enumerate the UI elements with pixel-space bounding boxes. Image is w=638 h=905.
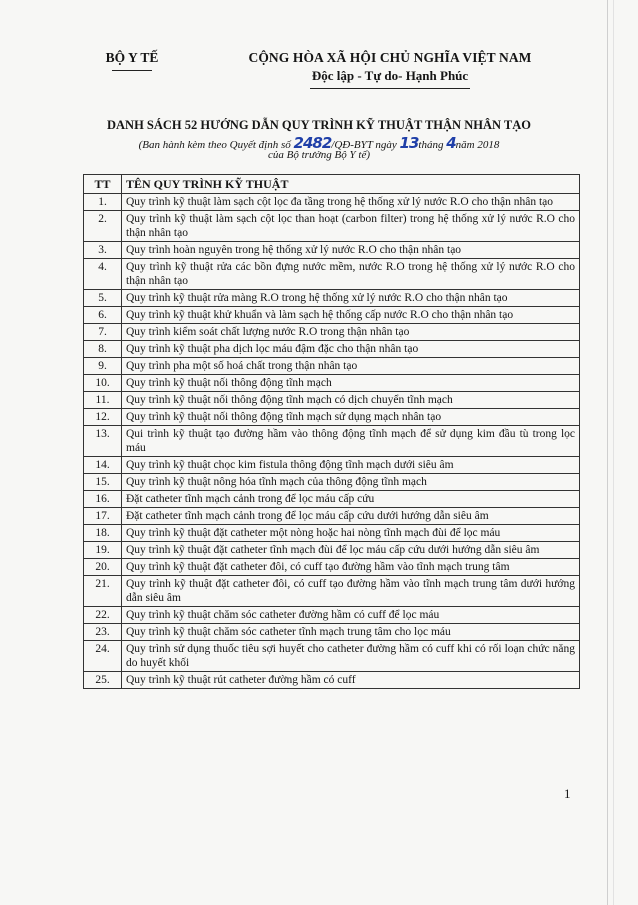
procedure-name: Quy trình kỹ thuật đặt catheter đôi, có cuff tạo đường hầm vào tĩnh mạch trung tâm dưới hướng dẫn siêu âm [122,576,580,607]
table-row [84,375,580,392]
table-row [84,474,580,491]
table-body [84,194,580,689]
subtitle-part1: (Ban hành kèm theo Quyết định số [138,139,291,151]
procedure-name: Quy trình kỹ thuật khử khuẩn và làm sạch hệ thống cấp nước R.O cho thận nhân tạo [122,307,580,324]
table-row [84,576,580,607]
procedure-name: Đặt catheter tĩnh mạch cảnh trong để lọc máu cấp cứu [122,491,580,508]
ministry-header [100,50,164,71]
column-header-tt: TT [84,175,122,194]
table-row [84,242,580,259]
subtitle-part4: năm 2018 [455,139,500,151]
procedure-name: Quy trình kỹ thuật nông hóa tĩnh mạch của thông động tĩnh mạch [122,474,580,491]
procedure-name: Quy trình kỹ thuật làm sạch cột lọc than hoạt (carbon filter) trong hệ thống xử lý nước R.O cho thận nhân tạo [122,211,580,242]
procedure-name: Quy trình sử dụng thuốc tiêu sợi huyết cho catheter đường hầm có cuff khi có rối loạn chức năng do huyết khối [122,641,580,672]
procedure-name: Quy trình hoàn nguyên trong hệ thống xử lý nước R.O cho thận nhân tạo [122,242,580,259]
procedure-name: Quy trình kỹ thuật chăm sóc catheter đường hầm có cuff để lọc máu [122,607,580,624]
table-row [84,525,580,542]
table-row [84,211,580,242]
nation-header [230,50,550,89]
row-number: 16. [84,491,122,508]
procedure-name: Đặt catheter tĩnh mạch cảnh trong để lọc máu cấp cứu dưới hướng dẫn siêu âm [122,508,580,525]
row-number: 23. [84,624,122,641]
row-number: 8. [84,341,122,358]
table-row [84,491,580,508]
procedure-name: Quy trình kỹ thuật pha dịch lọc máu đậm đặc cho thận nhân tạo [122,341,580,358]
table-row [84,341,580,358]
procedure-name: Quy trình kỹ thuật nối thông động tĩnh mạch có dịch chuyển tĩnh mạch [122,392,580,409]
procedure-name: Quy trình kỹ thuật chọc kim fistula thông động tĩnh mạch dưới siêu âm [122,457,580,474]
ministry-name: BỘ Y TẾ [105,50,159,65]
table-row [84,457,580,474]
nation-motto: Độc lập - Tự do- Hạnh Phúc [311,68,469,83]
motto-underline [310,88,470,89]
table-row [84,559,580,576]
procedure-name: Quy trình kỹ thuật rút catheter đường hầm có cuff [122,672,580,689]
procedure-name: Quy trình kiểm soát chất lượng nước R.O trong thận nhân tạo [122,324,580,341]
table-row [84,409,580,426]
subtitle-line2: của Bộ trưởng Bộ Y tế) [268,149,370,161]
row-number: 24. [84,641,122,672]
table-row [84,672,580,689]
table-row [84,508,580,525]
table-row [84,358,580,375]
row-number: 9. [84,358,122,375]
document-title: DANH SÁCH 52 HƯỚNG DẪN QUY TRÌNH KỸ THUẬT THẬN NHÂN TẠO [106,118,531,132]
subtitle-part2: /QĐ-BYT ngày [331,139,397,151]
procedure-name: Quy trình kỹ thuật rửa màng R.O trong hệ thống xử lý nước R.O cho thận nhân tạo [122,290,580,307]
row-number: 13. [84,426,122,457]
row-number: 14. [84,457,122,474]
table-header-row [84,175,580,194]
procedure-name: Quy trình kỹ thuật làm sạch cột lọc đa tầng trong hệ thống xử lý nước R.O cho thận nhân tạo [122,194,580,211]
table-row [84,641,580,672]
procedure-name: Quy trình kỹ thuật đặt catheter một nòng hoặc hai nòng tĩnh mạch đùi để lọc máu [122,525,580,542]
table-row [84,324,580,341]
row-number: 6. [84,307,122,324]
table-row [84,290,580,307]
row-number: 15. [84,474,122,491]
nation-name: CỘNG HÒA XÃ HỘI CHỦ NGHĨA VIỆT NAM [248,50,532,65]
row-number: 18. [84,525,122,542]
procedure-name: Quy trình kỹ thuật đặt catheter tĩnh mạch đùi để lọc máu cấp cứu dưới hướng dẫn siêu âm [122,542,580,559]
procedure-name: Quy trình kỹ thuật nối thông động tĩnh mạch [122,375,580,392]
decision-number-handwritten: 2482 [293,134,332,152]
row-number: 3. [84,242,122,259]
row-number: 4. [84,259,122,290]
table-row [84,259,580,290]
row-number: 1. [84,194,122,211]
table-row [84,624,580,641]
procedure-name: Quy trình kỹ thuật chăm sóc catheter tĩnh mạch trung tâm cho lọc máu [122,624,580,641]
procedure-name: Qui trình kỹ thuật tạo đường hầm vào thông động tĩnh mạch để sử dụng kim đầu tù trong lọc máu [122,426,580,457]
table-row [84,542,580,559]
ministry-underline [112,70,152,71]
procedure-table [83,174,580,689]
page-number: 1 [564,786,571,801]
procedure-name: Quy trình pha một số hoá chất trong thận nhân tạo [122,358,580,375]
row-number: 5. [84,290,122,307]
row-number: 7. [84,324,122,341]
row-number: 17. [84,508,122,525]
row-number: 10. [84,375,122,392]
subtitle-part3: tháng [418,139,444,151]
column-header-name: TÊN QUY TRÌNH KỸ THUẬT [122,175,580,194]
row-number: 22. [84,607,122,624]
table-row [84,426,580,457]
table-row [84,392,580,409]
day-handwritten: 13 [399,134,419,152]
row-number: 11. [84,392,122,409]
row-number: 20. [84,559,122,576]
row-number: 25. [84,672,122,689]
month-handwritten: 4 [446,134,456,152]
row-number: 2. [84,211,122,242]
row-number: 21. [84,576,122,607]
row-number: 12. [84,409,122,426]
table-row [84,194,580,211]
row-number: 19. [84,542,122,559]
table-row [84,607,580,624]
procedure-name: Quy trình kỹ thuật đặt catheter đôi, có cuff tạo đường hầm vào tĩnh mạch trung tâm [122,559,580,576]
procedure-name: Quy trình kỹ thuật nối thông động tĩnh mạch sử dụng mạch nhân tạo [122,409,580,426]
procedure-name: Quy trình kỹ thuật rửa các bồn đựng nước mềm, nước R.O trong hệ thống xử lý nước R.O cho thận nhân tạo [122,259,580,290]
table-row [84,307,580,324]
